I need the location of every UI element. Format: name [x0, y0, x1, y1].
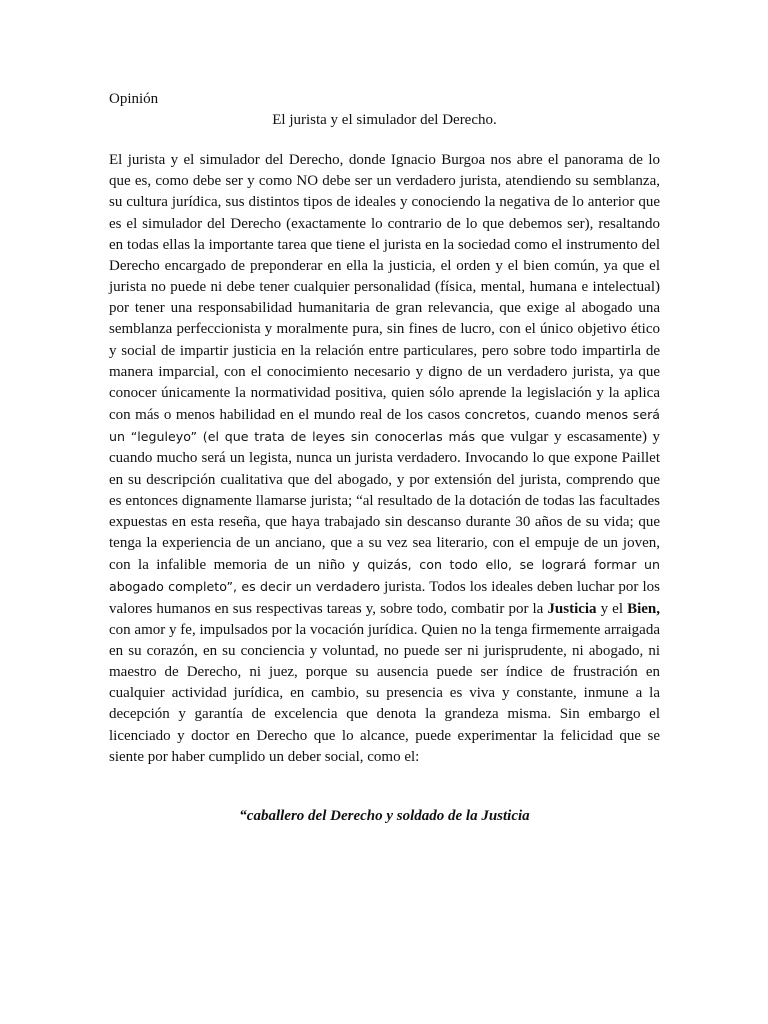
- closing-quote: “caballero del Derecho y soldado de la Justicia: [239, 808, 530, 824]
- body-text-segment-6: y el: [596, 600, 628, 617]
- body-text-segment-1: El jurista y el simulador del Derecho, donde Ignacio Burgoa nos abre el panorama de lo que es, como debe ser y como NO debe ser un verdadero jurista, atendiendo su semblanza, su cultura jurídica, sus distintos tipos de ideales y conociendo la negativa de lo anterior que es el simulador del Derecho (exactamente lo contrario de lo que debemos ser), resaltando en todas ellas la importante tarea que tiene el jurista en la sociedad como el instrumento del Derecho encargado de preponderar en ella la justicia, el orden y el bien común, ya que el jurista no puede ni debe tener cualquier personalidad (física, mental, humana e intelectual) por tener una responsabilidad humanitaria de gran relevancia, que exige al abogado una semblanza perfeccionista y moralmente pura, sin fines de lucro, con el único objetivo ético y social de impartir justicia en la relación entre particulares, pero sobre todo impartirla de manera imparcial, con el conocimiento necesario y digno de un verdadero jurista, ya que conocer únicamente la normatividad positiva, quien sólo aprende la legislación y la aplica con más o menos habilidad en el mundo real de los casos: [109, 152, 660, 424]
- section-label: Opinión: [109, 91, 159, 107]
- body-text-segment-3: vulgar y escasamente) y cuando mucho será un legista, nunca un jurista verdadero. Invocando lo que expone Paillet en su descripción cualitativa que del abogado, y por extensión del jurista, comprendo que es entonces dignamente llamarse jurista; “al resultado de la dotación de todas las facultades expuestas en esta reseña, que haya trabajado sin descanso durante 30 años de su vida; que tenga la experiencia de un anciano, que a su vez sea literario, con el empuje de un joven, con la infalible memoria de un niño: [109, 429, 660, 574]
- body-text-segment-5: jurista. Todos los ideales deben luchar por los valores humanos en sus respectivas tareas y, sobre todo, combatir por la: [109, 579, 660, 617]
- body-text-segment-2: concretos, cuando menos será un “leguleyo” (el que trata de leyes sin conocerlas más que: [109, 407, 660, 445]
- body-text-segment-4: y quizás, con todo ello, se logrará formar un abogado completo”, es decir un verdadero: [109, 557, 660, 595]
- body-paragraph: [109, 150, 660, 768]
- body-text-segment-7: con amor y fe, impulsados por la vocación jurídica. Quien no la tenga firmemente arraigada en su corazón, en su conciencia y voluntad, no puede ser ni jurisprudente, ni abogado, ni maestro de Derecho, ni juez, porque su ausencia puede ser índice de frustración en cualquier actividad jurídica, en cambio, su presencia es viva y constante, inmune a la decepción y garantía de excelencia que denota la grandeza misma. Sin embargo el licenciado y doctor en Derecho que lo alcance, puede experimentar la felicidad que se siente por haber cumplido un deber social, como el:: [109, 621, 660, 765]
- bold-term-bien: Bien,: [627, 600, 660, 617]
- bold-term-justicia: Justicia: [547, 600, 597, 617]
- document-title: El jurista y el simulador del Derecho.: [272, 112, 497, 128]
